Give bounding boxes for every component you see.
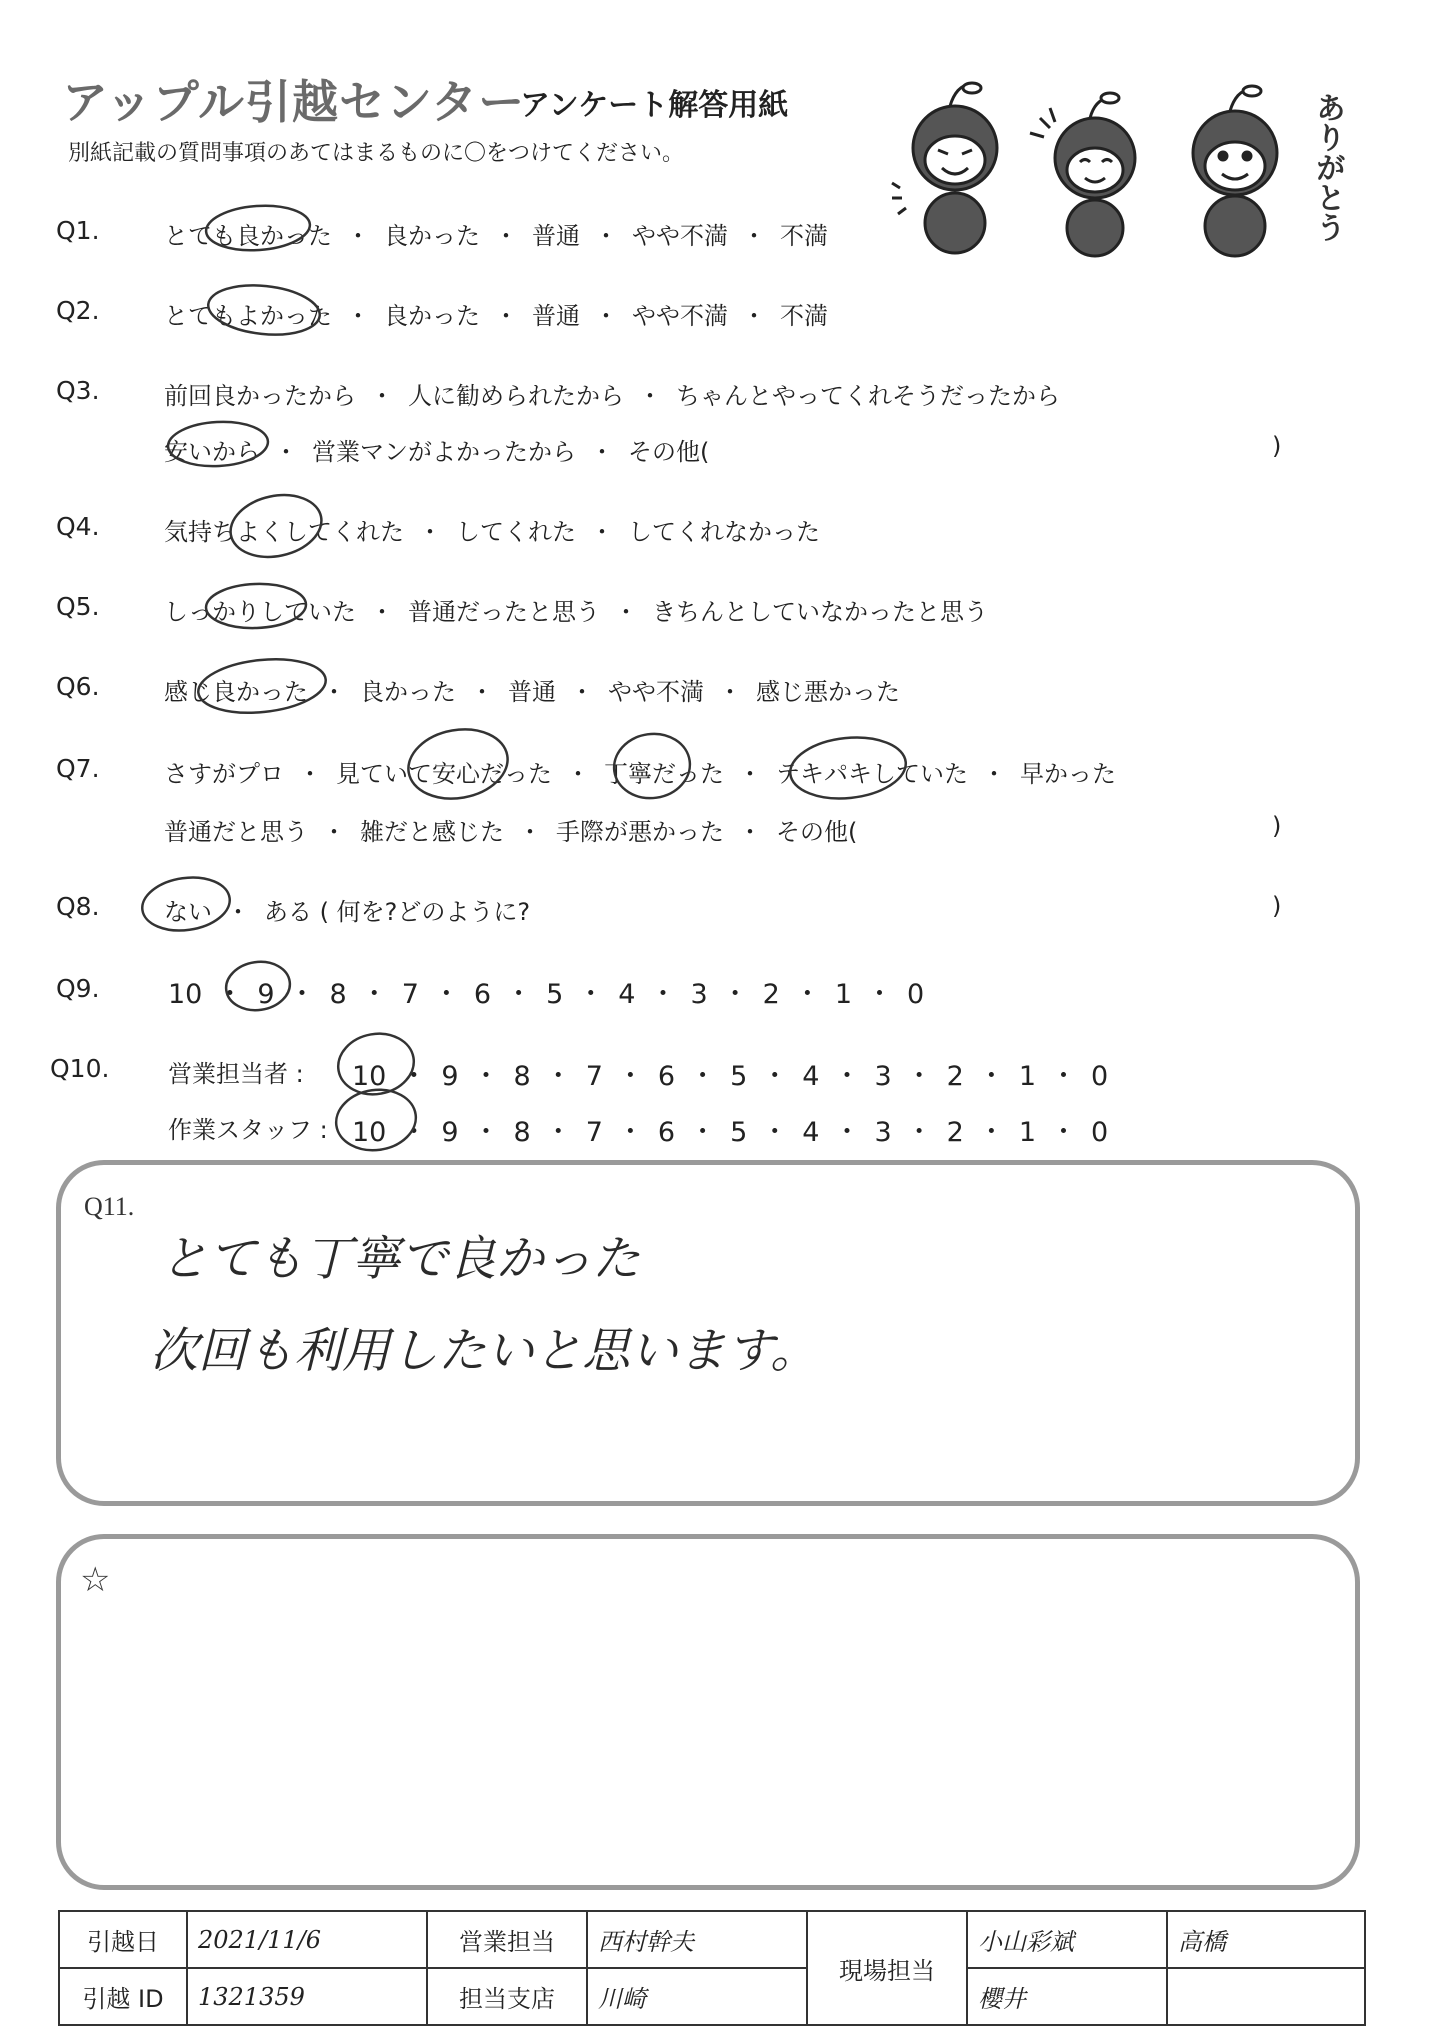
mascot-illustration [880, 78, 1345, 258]
q9-score[interactable]: 3 [690, 979, 708, 1010]
q10-sales-score[interactable]: 3 [874, 1061, 892, 1092]
q6-option[interactable]: 感じ悪かった [756, 678, 900, 706]
q9-scale: 10 ・ 9 ・ 8 ・ 7 ・ 6 ・ 5 ・ 4 ・ 3 ・ 2 ・ 1 ・ 0 [168, 979, 925, 1010]
form-subtitle: アンケート解答用紙 [520, 88, 789, 123]
q3-option[interactable]: ちゃんとやってくれそうだったから [676, 382, 1060, 410]
q6-label: Q6. [56, 672, 100, 701]
q2-option[interactable]: やや不満 [632, 302, 728, 330]
q10-sales-score[interactable]: 0 [1091, 1061, 1109, 1092]
q4-options: 気持ちよくしてくれた ・ してくれた ・ してくれなかった [164, 518, 820, 546]
q1-option[interactable]: やや不満 [632, 222, 728, 250]
q5-label: Q5. [56, 592, 100, 621]
q1-option[interactable]: 不満 [780, 222, 828, 250]
q2-option[interactable]: 良かった [384, 302, 480, 330]
q3-close-paren: ) [1272, 432, 1282, 460]
q1-options: とても良かった ・ 良かった ・ 普通 ・ やや不満 ・ 不満 [164, 222, 828, 250]
q10-staff-label: 作業スタッフ : [168, 1116, 328, 1144]
q4-option[interactable]: 気持ちよくしてくれた [164, 518, 404, 546]
q6-option[interactable]: やや不満 [608, 678, 704, 706]
q9-score[interactable]: 6 [473, 979, 492, 1010]
q5-option[interactable]: 普通だったと思う [408, 598, 600, 626]
site-rep-3-value[interactable]: 櫻井 [967, 1968, 1167, 2025]
sales-rep-label: 営業担当 [427, 1911, 587, 1968]
q7-close-paren: ) [1272, 812, 1282, 840]
q10-sales-score[interactable]: 2 [946, 1061, 964, 1092]
q3-option[interactable]: 人に勧められたから [408, 382, 624, 410]
footer-info-table [58, 1910, 1366, 2026]
q5-option[interactable]: しっかりしていた [164, 598, 356, 626]
q8-options: ない ・ ある ( 何を?どのように? [164, 898, 531, 926]
q7-option[interactable]: 見ていて安心だった [336, 760, 552, 788]
q3-label: Q3. [56, 376, 100, 405]
q10-staff-score[interactable]: 0 [1091, 1117, 1109, 1148]
site-rep-4-value[interactable] [1167, 1968, 1365, 2025]
q10-staff-score[interactable]: 8 [513, 1117, 531, 1148]
site-rep-1-value[interactable]: 小山彩斌 [967, 1911, 1167, 1968]
q8-option[interactable]: ない [164, 898, 212, 926]
q7-label: Q7. [56, 754, 100, 783]
q10-sales-score[interactable]: 5 [730, 1061, 748, 1092]
move-date-label: 引越日 [59, 1911, 187, 1968]
q6-options: 感じ良かった ・ 良かった ・ 普通 ・ やや不満 ・ 感じ悪かった [164, 678, 900, 706]
q3-option[interactable]: 安いから [164, 438, 260, 466]
q1-option[interactable]: 普通 [532, 222, 580, 250]
q1-option[interactable]: とても良かった [164, 222, 332, 250]
star-icon: ☆ [80, 1562, 111, 1599]
q10-sales-score[interactable]: 6 [657, 1061, 676, 1092]
site-rep-label: 現場担当 [807, 1911, 967, 2025]
q3-option[interactable]: 前回良かったから [164, 382, 356, 410]
q9-score[interactable]: 8 [329, 979, 347, 1010]
q8-close-paren: ) [1272, 892, 1282, 920]
q9-score[interactable]: 7 [401, 979, 419, 1010]
q10-staff-score[interactable]: 1 [1018, 1117, 1037, 1148]
q7-option[interactable]: その他( [776, 818, 858, 846]
q10-sales-score[interactable]: 8 [513, 1061, 531, 1092]
q9-score[interactable]: 10 [168, 979, 203, 1010]
q6-option[interactable]: 普通 [508, 678, 556, 706]
q10-staff-score[interactable]: 3 [874, 1117, 892, 1148]
q6-option[interactable]: 良かった [360, 678, 456, 706]
q3-options-line2: 安いから ・ 営業マンがよかったから ・ その他( [164, 438, 710, 466]
branch-value[interactable]: 川崎 [587, 1968, 807, 2025]
q1-option[interactable]: 良かった [384, 222, 480, 250]
q10-sales-score[interactable]: 9 [441, 1061, 459, 1092]
site-rep-2-value[interactable]: 高橋 [1167, 1911, 1365, 1968]
q10-staff-score[interactable]: 6 [657, 1117, 676, 1148]
q5-options: しっかりしていた ・ 普通だったと思う ・ きちんとしていなかったと思う [164, 598, 988, 626]
q11-label: Q11. [84, 1192, 135, 1221]
q7-option[interactable]: 丁寧だった [604, 760, 724, 788]
q7-option[interactable]: 普通だと思う [164, 818, 308, 846]
q3-option[interactable]: 営業マンがよかったから [312, 438, 576, 466]
q2-options: とてもよかった ・ 良かった ・ 普通 ・ やや不満 ・ 不満 [164, 302, 828, 330]
q10-staff-score[interactable]: 10 [352, 1117, 387, 1148]
q7-option[interactable]: 雑だと感じた [360, 818, 504, 846]
q10-sales-score[interactable]: 1 [1018, 1061, 1037, 1092]
q7-options-line2: 普通だと思う ・ 雑だと感じた ・ 手際が悪かった ・ その他( [164, 818, 858, 846]
q6-option[interactable]: 感じ良かった [164, 678, 308, 706]
form-instruction: 別紙記載の質問事項のあてはまるものに〇をつけてください。 [68, 141, 685, 166]
q11-comment-line2: 次回も利用したいと思います。 [150, 1323, 819, 1379]
q4-option[interactable]: してくれなかった [628, 518, 820, 546]
branch-label: 担当支店 [427, 1968, 587, 2025]
q10-label: Q10. [50, 1054, 110, 1083]
sales-rep-value[interactable]: 西村幹夫 [587, 1911, 807, 1968]
q2-option[interactable]: 不満 [780, 302, 828, 330]
q7-option[interactable]: 手際が悪かった [556, 818, 724, 846]
star-comment-box[interactable] [56, 1534, 1360, 1890]
q8-option[interactable]: ある ( 何を?どのように? [264, 898, 531, 926]
q9-score[interactable]: 2 [762, 979, 780, 1010]
q4-label: Q4. [56, 512, 100, 541]
q10-staff-score[interactable]: 7 [585, 1117, 603, 1148]
q10-sales-scale: 10 ・ 9 ・ 8 ・ 7 ・ 6 ・ 5 ・ 4 ・ 3 ・ 2 ・ 1 ・ 0 [352, 1061, 1109, 1092]
q10-sales-label: 営業担当者 : [168, 1060, 304, 1088]
q10-staff-score[interactable]: 9 [441, 1117, 459, 1148]
move-id-label: 引越 ID [59, 1968, 187, 2025]
q9-score[interactable]: 9 [257, 979, 275, 1010]
q9-score[interactable]: 1 [834, 979, 853, 1010]
q2-label: Q2. [56, 296, 100, 325]
q8-label: Q8. [56, 892, 100, 921]
q1-label: Q1. [56, 216, 100, 245]
move-date-value[interactable]: 2021/11/6 [187, 1911, 427, 1968]
mascot-caption: ありがとう [1310, 92, 1345, 242]
q5-option[interactable]: きちんとしていなかったと思う [652, 598, 988, 626]
company-title: アップル引越センター [62, 75, 526, 129]
q10-sales-score[interactable]: 10 [352, 1061, 387, 1092]
q7-options-line1: さすがプロ ・ 見ていて安心だった ・ 丁寧だった ・ テキパキしていた ・ 早かった [164, 760, 1116, 788]
q2-option[interactable]: とてもよかった [164, 302, 332, 330]
q10-staff-scale: 10 ・ 9 ・ 8 ・ 7 ・ 6 ・ 5 ・ 4 ・ 3 ・ 2 ・ 1 ・ 0 [352, 1117, 1109, 1148]
q10-sales-score[interactable]: 4 [802, 1061, 820, 1092]
q9-score[interactable]: 5 [546, 979, 564, 1010]
move-id-value[interactable]: 1321359 [187, 1968, 427, 2025]
q10-staff-score[interactable]: 2 [946, 1117, 964, 1148]
q7-option[interactable]: 早かった [1020, 760, 1116, 788]
q10-sales-score[interactable]: 7 [585, 1061, 603, 1092]
q2-option[interactable]: 普通 [532, 302, 580, 330]
q7-option[interactable]: さすがプロ [164, 760, 284, 788]
q3-option[interactable]: その他( [628, 438, 710, 466]
q7-option[interactable]: テキパキしていた [776, 760, 968, 788]
q9-score[interactable]: 4 [618, 979, 636, 1010]
q11-comment-line1: とても丁寧で良かった [160, 1231, 641, 1287]
q9-score[interactable]: 0 [907, 979, 925, 1010]
q3-options-line1: 前回良かったから ・ 人に勧められたから ・ ちゃんとやってくれそうだったから [164, 382, 1060, 410]
q9-label: Q9. [56, 974, 100, 1003]
q10-staff-score[interactable]: 5 [730, 1117, 748, 1148]
q4-option[interactable]: してくれた [456, 518, 576, 546]
q10-staff-score[interactable]: 4 [802, 1117, 820, 1148]
